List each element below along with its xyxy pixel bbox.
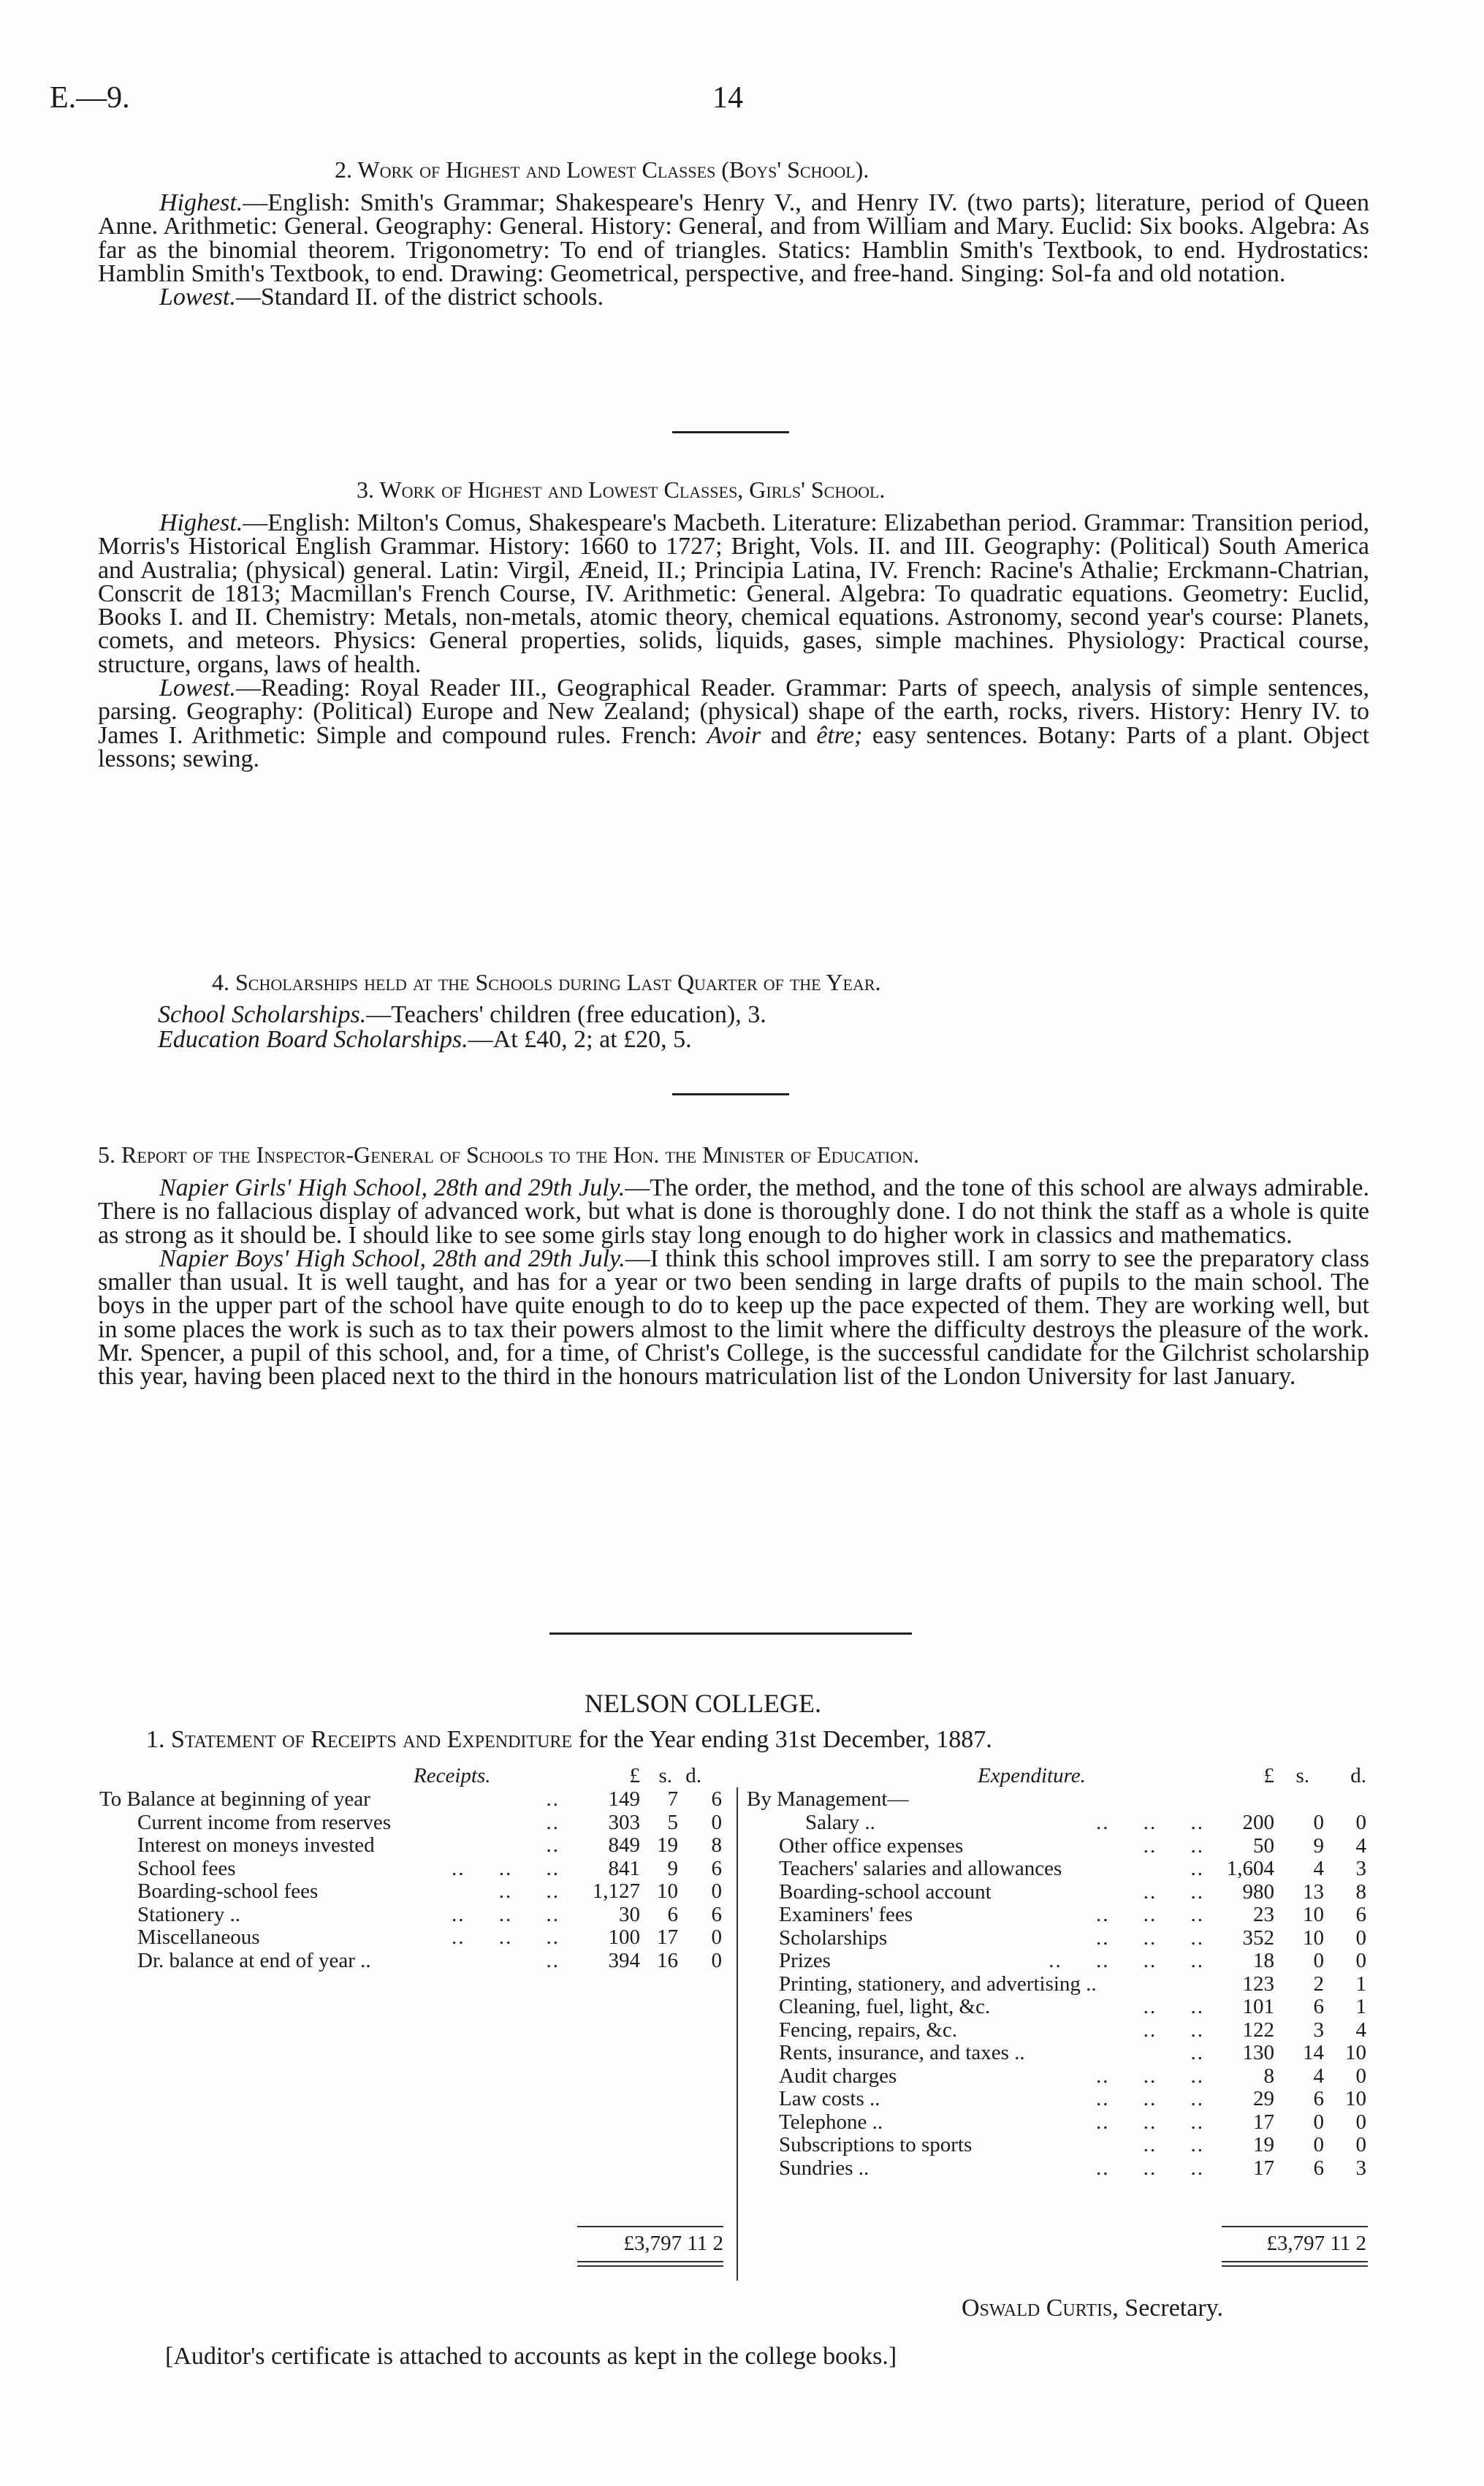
section-divider — [672, 431, 789, 433]
receipt-amount-pounds: 1,127 — [592, 1879, 640, 1903]
receipt-label: Interest on moneys invested — [137, 1833, 375, 1857]
receipt-amount-shillings: 19 — [657, 1833, 678, 1857]
column-separator — [737, 1787, 738, 2281]
expenditure-label: Salary .. — [805, 1811, 875, 1834]
receipts-col-pound: £ — [629, 1764, 640, 1787]
expenditure-total: £3,797 11 2 — [1266, 2232, 1366, 2255]
receipt-leader-dots: .. — [546, 1833, 560, 1857]
receipt-leader-dots: .. .. .. — [452, 1902, 560, 1926]
expenditure-label: Scholarships — [779, 1926, 888, 1950]
expenditure-amount-shillings: 9 — [1313, 1833, 1324, 1858]
expenditure-amount-pounds: 18 — [1253, 1949, 1274, 1972]
expenditure-leader-dots: .. .. .. — [1096, 2064, 1204, 2088]
napier-boys-label: Napier Boys' High School, 28th and 29th July. — [159, 1244, 625, 1272]
expenditure-leader-dots: .. .. .. — [1096, 1903, 1204, 1926]
expenditure-amount-shillings: 10 — [1303, 1926, 1324, 1950]
expenditure-amount-pence: 10 — [1345, 2087, 1366, 2110]
section-3-highest-label: Highest. — [159, 509, 243, 536]
expenditure-amount-shillings: 6 — [1313, 2087, 1324, 2110]
section-3-lowest-text-2: and — [761, 721, 817, 749]
school-scholarships-label: School Scholarships. — [158, 1001, 367, 1028]
receipts-header: Receipts. — [414, 1764, 491, 1787]
expenditure-label: Printing, stationery, and advertising .. — [779, 1972, 1097, 1996]
signature-name: Oswald Curtis — [962, 2295, 1113, 2322]
expenditure-leader-dots: .. .. .. .. — [1049, 1949, 1204, 1972]
receipt-amount-shillings: 9 — [667, 1856, 678, 1880]
expenditure-amount-pounds: 19 — [1253, 2133, 1274, 2156]
expenditure-amount-pence: 0 — [1355, 1949, 1366, 1972]
expenditure-amount-pence: 6 — [1355, 1903, 1366, 1926]
expenditure-label: Sundries .. — [779, 2156, 870, 2180]
receipt-amount-pounds: 841 — [608, 1856, 640, 1880]
expenditure-amount-shillings: 6 — [1313, 2156, 1324, 2180]
expenditure-amount-shillings: 0 — [1313, 2133, 1324, 2156]
expenditure-amount-pounds: 17 — [1253, 2156, 1274, 2180]
expenditure-label: Audit charges — [779, 2064, 897, 2088]
expenditure-leader-dots: .. — [1190, 1857, 1204, 1880]
expenditure-amount-pounds: 123 — [1242, 1972, 1274, 1996]
receipt-leader-dots: .. .. .. — [452, 1926, 560, 1949]
expenditure-amount-pounds: 980 — [1242, 1879, 1274, 1904]
receipts-col-pence: d. — [685, 1764, 701, 1787]
receipt-amount-shillings: 16 — [657, 1948, 678, 1972]
expenditure-amount-pounds: 8 — [1263, 2064, 1274, 2088]
expenditure-leader-dots: .. .. — [1143, 1879, 1204, 1904]
receipt-amount-pounds: 849 — [608, 1833, 640, 1857]
receipt-label: Miscellaneous — [137, 1926, 260, 1949]
expenditure-label: Boarding-school account — [779, 1879, 992, 1904]
expenditure-total-underline — [1222, 2261, 1368, 2262]
expenditure-leader-dots: .. .. .. — [1096, 1811, 1204, 1834]
major-divider — [549, 1632, 912, 1635]
receipt-leader-dots: .. — [546, 1787, 560, 1811]
expenditure-col-shillings: s. — [1295, 1764, 1309, 1787]
receipt-amount-pounds: 303 — [608, 1810, 640, 1834]
receipt-leader-dots: .. — [546, 1810, 560, 1834]
section-3-body — [98, 509, 1370, 772]
expenditure-leader-dots: .. .. — [1143, 2133, 1204, 2156]
expenditure-leader-dots: .. — [1190, 2041, 1204, 2064]
receipt-amount-pence: 0 — [711, 1948, 722, 1972]
expenditure-label: Rents, insurance, and taxes .. — [779, 2041, 1025, 2064]
expenditure-amount-pounds: 101 — [1242, 1995, 1274, 2018]
receipt-amount-pounds: 30 — [619, 1902, 640, 1926]
receipts-total-underline — [577, 2265, 723, 2267]
section-divider — [672, 1093, 789, 1095]
expenditure-col-pound: £ — [1263, 1764, 1274, 1787]
expenditure-label: Telephone .. — [779, 2110, 883, 2134]
receipt-amount-shillings: 5 — [667, 1810, 678, 1834]
expenditure-col-pence: d. — [1350, 1764, 1366, 1787]
board-scholarships-text: —At £40, 2; at £20, 5. — [468, 1026, 692, 1053]
expenditure-label: Examiners' fees — [779, 1903, 913, 1926]
expenditure-amount-pence: 0 — [1355, 2110, 1366, 2134]
expenditure-amount-shillings: 10 — [1303, 1903, 1324, 1926]
expenditure-leader-dots: .. .. — [1143, 1833, 1204, 1858]
receipts-total-rule — [577, 2226, 723, 2227]
section-2-body — [98, 191, 1369, 309]
receipts-total: £3,797 11 2 — [623, 2232, 723, 2255]
receipt-amount-pence: 8 — [711, 1833, 722, 1857]
statement-heading — [146, 1726, 992, 1754]
expenditure-amount-pence: 1 — [1355, 1972, 1366, 1996]
expenditure-amount-pence: 0 — [1355, 2133, 1366, 2156]
signature-role: , Secretary. — [1112, 2295, 1223, 2322]
section-3-lowest-italic-1: Avoir — [707, 721, 761, 749]
expenditure-amount-shillings: 0 — [1313, 1949, 1324, 1972]
nelson-title: NELSON COLLEGE. — [585, 1689, 821, 1718]
expenditure-amount-shillings: 0 — [1313, 1811, 1324, 1834]
expenditure-leader-dots: .. .. — [1143, 1995, 1204, 2018]
receipt-amount-shillings: 10 — [657, 1879, 678, 1903]
receipt-leader-dots: .. .. — [498, 1879, 560, 1903]
receipt-amount-pence: 0 — [711, 1926, 722, 1949]
receipt-label: Stationery .. — [137, 1902, 240, 1926]
receipts-total-underline — [577, 2261, 723, 2262]
expenditure-amount-pence: 4 — [1355, 2018, 1366, 2042]
receipt-label: School fees — [137, 1856, 236, 1880]
receipt-label: Dr. balance at end of year .. — [137, 1948, 371, 1972]
board-scholarships-label: Education Board Scholarships. — [158, 1026, 468, 1053]
receipts-col-shillings: s. — [658, 1764, 672, 1787]
expenditure-label: Subscriptions to sports — [779, 2133, 973, 2156]
expenditure-amount-pounds: 29 — [1253, 2087, 1274, 2110]
expenditure-amount-pounds: 50 — [1253, 1833, 1274, 1858]
expenditure-label: Prizes — [779, 1949, 831, 1972]
receipt-leader-dots: .. — [546, 1948, 560, 1972]
expenditure-amount-pounds: 130 — [1242, 2041, 1274, 2064]
expenditure-leader-dots: .. .. — [1143, 2018, 1204, 2042]
expenditure-amount-pence: 3 — [1355, 1857, 1366, 1880]
expenditure-amount-pounds: 122 — [1242, 2018, 1274, 2042]
receipt-amount-pence: 0 — [711, 1879, 722, 1903]
receipt-label: Boarding-school fees — [137, 1879, 319, 1903]
expenditure-amount-shillings: 0 — [1313, 2110, 1324, 2134]
school-scholarships-text: —Teachers' children (free education), 3. — [366, 1001, 766, 1028]
expenditure-amount-shillings: 4 — [1313, 2064, 1324, 2088]
section-3-highest-text: —English: Milton's Comus, Shakespeare's Macbeth. Literature: Elizabethan period. Grammar: Transition period, Morris's Historical English Grammar. History: 1660 to 1727; Bright, Vols. II. and III. Geography: (Political) South America and Australia; (physical) general. Latin: Virgil, Æneid, II.; Principia Latina, IV. French: Racine's Athalie; Erckmann-Chatrian, Conscrit de 1813; Macmillan's French Course, IV. Arithmetic: General. Algebra: To quadratic equations. Geometry: Euclid, Books I. and II. Chemistry: Metals, non-metals, atomic theory, chemical equations. Astronomy, second year's course: Planets, comets, and meteors. Physics: General properties, solids, liquids, gases, simple machines. Physiology: Practical course, structure, organs, laws of health. — [98, 509, 1369, 678]
statement-heading-part-2: for the Year ending 31st December, 1887. — [572, 1726, 992, 1753]
napier-boys-text: —I think this school improves still. I am sorry to see the preparatory class smaller than usual. It is well taught, and has for a year or two been sending in large drafts of pupils to the main school. The boys in the upper part of the school have quite enough to do to keep up the pace expected of them. They are working well, but in some places the work is such as to tax their powers almost to the limit where the difficulty destroys the pleasure of the work. Mr. Spencer, a pupil of this school, and, for a time, of Christ's College, is the successful candidate for the Gilchrist scholarship this year, having been placed next to the third in the honours matriculation list of the London University for last January. — [98, 1244, 1369, 1391]
expenditure-amount-pence: 1 — [1355, 1995, 1366, 2018]
section-3-lowest-italic-2: être; — [816, 721, 863, 749]
receipt-amount-pence: 0 — [711, 1810, 722, 1834]
expenditure-amount-pence: 0 — [1355, 1811, 1366, 1834]
receipt-amount-shillings: 17 — [657, 1926, 678, 1949]
receipt-label: To Balance at beginning of year — [99, 1787, 370, 1811]
section-2-heading: 2. Work of Highest and Lowest Classes (Boys' School). — [335, 156, 870, 183]
section-3-lowest-text-1: —Reading: Royal Reader III., Geographical Reader. Grammar: Parts of speech, analysis of simple sentences, parsing. Geography: (Political) Europe and New Zealand; (physical) shape of the earth, rocks, rivers. History: Henry IV. to James I. Arithmetic: Simple and compound rules. French: — [98, 674, 1369, 749]
section-3-lowest-text-3: easy sentences. Botany: Parts of a plant. Object lessons; sewing. — [98, 721, 1370, 772]
signature — [962, 2295, 1223, 2322]
expenditure-amount-shillings: 2 — [1313, 1972, 1324, 1996]
napier-girls-text: —The order, the method, and the tone of this school are always admirable. There is no fallacious display of advanced work, but what is done is thoroughly done. I do not think the staff as a whole is quite as strong as it should be. I should like to see some girls stay long enough to do higher work in classics and mathematics. — [98, 1174, 1370, 1249]
expenditure-amount-pounds: 17 — [1253, 2110, 1274, 2134]
receipt-amount-shillings: 6 — [667, 1902, 678, 1926]
section-2-lowest-text: —Standard II. of the district schools. — [235, 284, 604, 311]
receipt-amount-pence: 6 — [711, 1902, 722, 1926]
expenditure-amount-shillings: 14 — [1303, 2041, 1324, 2064]
receipt-amount-pounds: 394 — [608, 1948, 640, 1972]
expenditure-leader-dots: .. .. .. — [1096, 2156, 1204, 2180]
receipt-amount-pence: 6 — [711, 1787, 722, 1811]
expenditure-amount-pounds: 200 — [1242, 1811, 1274, 1834]
expenditure-amount-pence: 0 — [1355, 1926, 1366, 1950]
expenditure-amount-shillings: 4 — [1313, 1857, 1324, 1880]
document-reference: E.—9. — [50, 81, 130, 115]
section-4-heading: 4. Scholarships held at the Schools during Last Quarter of the Year. — [212, 969, 881, 995]
expenditure-label: Law costs .. — [779, 2087, 880, 2110]
expenditure-amount-shillings: 6 — [1313, 1995, 1324, 2018]
section-2-lowest-label: Lowest. — [159, 284, 236, 311]
expenditure-label: Other office expenses — [779, 1833, 964, 1858]
auditor-note: [Auditor's certificate is attached to accounts as kept in the college books.] — [165, 2343, 897, 2370]
section-2-highest-label: Highest. — [159, 189, 243, 216]
section-2-highest-text: —English: Smith's Grammar; Shakespeare's Henry V., and Henry IV. (two parts); literature, period of Queen Anne. Arithmetic: General. Geography: General. History: General, and from William and Mary. Euclid: Six books. Algebra: As far as the binomial theorem. Trigonometry: To end of triangles. Statics: Hamblin Smith's Textbook, to end. Hydrostatics: Hamblin Smith's Textbook, to end. Drawing: Geometrical, perspective, and free-hand. Singing: Sol-fa and old notation. — [98, 189, 1369, 287]
expenditure-total-rule — [1222, 2226, 1368, 2227]
expenditure-amount-pence: 3 — [1355, 2156, 1366, 2180]
section-5-body — [98, 1174, 1370, 1391]
section-4-line-2 — [158, 1027, 1349, 1052]
expenditure-amount-shillings: 3 — [1313, 2018, 1324, 2042]
expenditure-header: Expenditure. — [978, 1764, 1086, 1787]
section-5-heading: 5. Report of the Inspector-General of Schools to the Hon. the Minister of Education. — [98, 1141, 920, 1168]
section-4-line-1 — [158, 1003, 1349, 1027]
expenditure-amount-pounds: 1,604 — [1226, 1857, 1274, 1880]
receipt-amount-shillings: 7 — [667, 1787, 678, 1811]
expenditure-group-label: By Management— — [747, 1787, 909, 1811]
receipt-amount-pounds: 149 — [608, 1787, 640, 1811]
section-3-heading: 3. Work of Highest and Lowest Classes, Girls' School. — [357, 476, 886, 503]
expenditure-amount-pence: 4 — [1355, 1833, 1366, 1858]
section-3-lowest-label: Lowest. — [159, 674, 236, 702]
statement-heading-part-1: 1. Statement of Receipts and Expenditure — [146, 1726, 573, 1753]
expenditure-leader-dots: .. .. .. — [1096, 1926, 1204, 1950]
expenditure-amount-pence: 8 — [1355, 1879, 1366, 1904]
expenditure-total-underline — [1222, 2265, 1368, 2267]
expenditure-label: Cleaning, fuel, light, &c. — [779, 1995, 991, 2018]
receipt-amount-pence: 6 — [711, 1856, 722, 1880]
expenditure-leader-dots: .. .. .. — [1096, 2087, 1204, 2110]
receipt-amount-pounds: 100 — [608, 1926, 640, 1949]
receipt-leader-dots: .. .. .. — [452, 1856, 560, 1880]
page-number: 14 — [712, 81, 743, 115]
expenditure-leader-dots: .. .. .. — [1096, 2110, 1204, 2134]
expenditure-amount-pence: 0 — [1355, 2064, 1366, 2088]
expenditure-amount-pounds: 352 — [1242, 1926, 1274, 1950]
expenditure-amount-shillings: 13 — [1303, 1879, 1324, 1904]
receipt-label: Current income from reserves — [137, 1810, 392, 1834]
expenditure-amount-pence: 10 — [1345, 2041, 1366, 2064]
expenditure-label: Teachers' salaries and allowances — [779, 1857, 1062, 1880]
napier-girls-label: Napier Girls' High School, 28th and 29th July. — [159, 1174, 625, 1201]
expenditure-label: Fencing, repairs, &c. — [779, 2018, 958, 2042]
expenditure-amount-pounds: 23 — [1253, 1903, 1274, 1926]
